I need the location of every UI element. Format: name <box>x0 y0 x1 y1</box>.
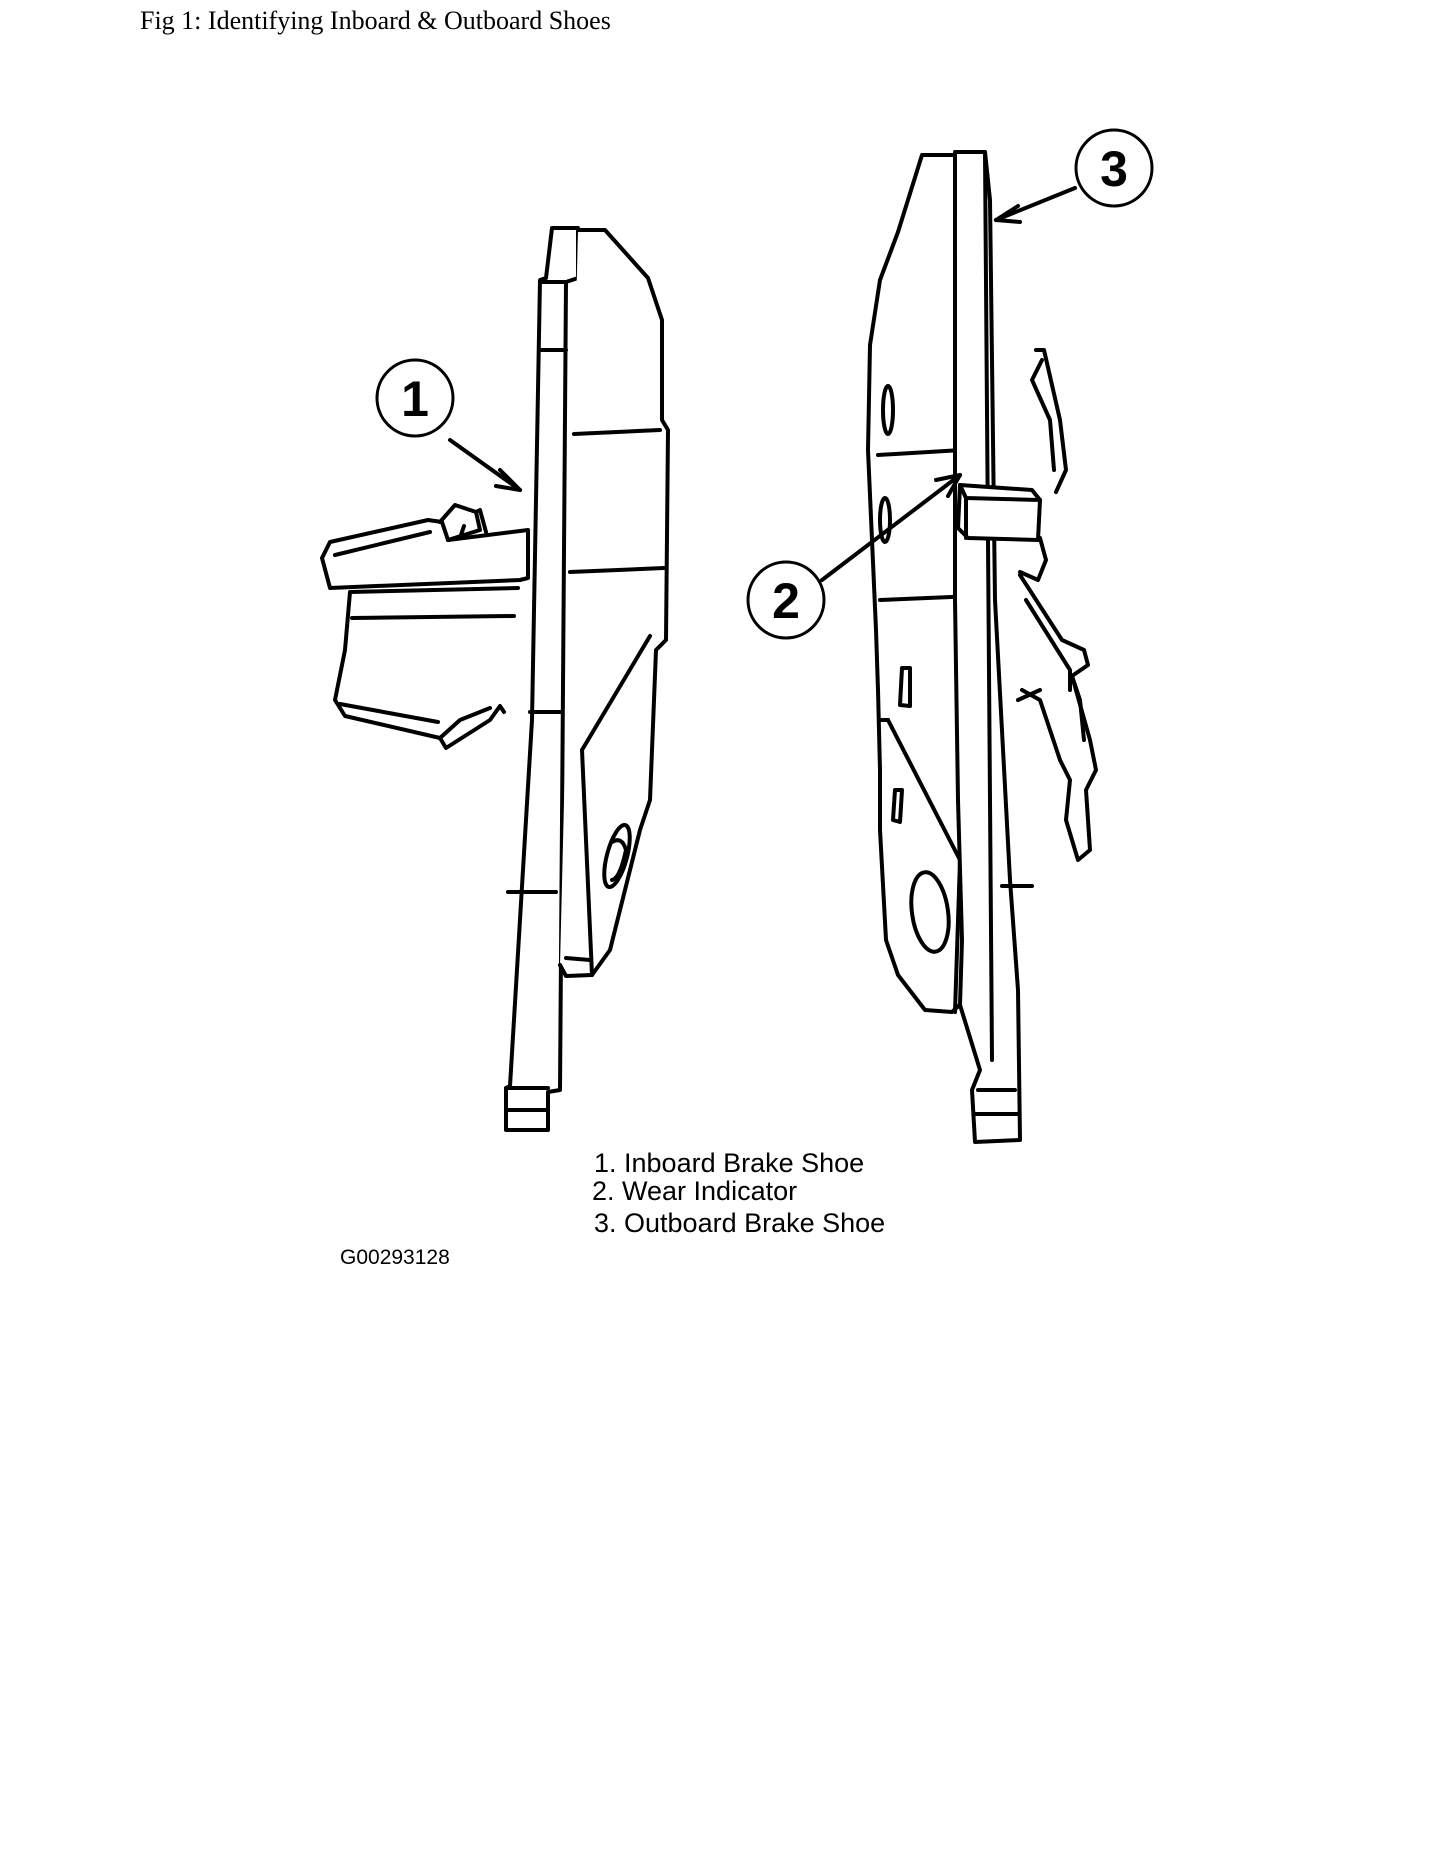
outboard-brake-shoe <box>822 152 1096 1142</box>
figure-caption: Fig 1: Identifying Inboard & Outboard Shoes <box>140 6 611 35</box>
callout-3 <box>1076 130 1152 206</box>
callout-1-number: 1 <box>401 371 429 427</box>
legend <box>592 1148 885 1238</box>
inboard-brake-shoe <box>322 228 668 1130</box>
legend-item-2: 2. Wear Indicator <box>592 1176 798 1206</box>
callout-3-number: 3 <box>1100 141 1128 197</box>
figure-code: G00293128 <box>340 1246 450 1269</box>
callout-1 <box>377 360 453 436</box>
callout-2 <box>748 562 824 638</box>
callout-2-number: 2 <box>772 573 800 629</box>
legend-item-1: 1. Inboard Brake Shoe <box>594 1148 865 1178</box>
legend-item-3: 3. Outboard Brake Shoe <box>594 1208 886 1238</box>
